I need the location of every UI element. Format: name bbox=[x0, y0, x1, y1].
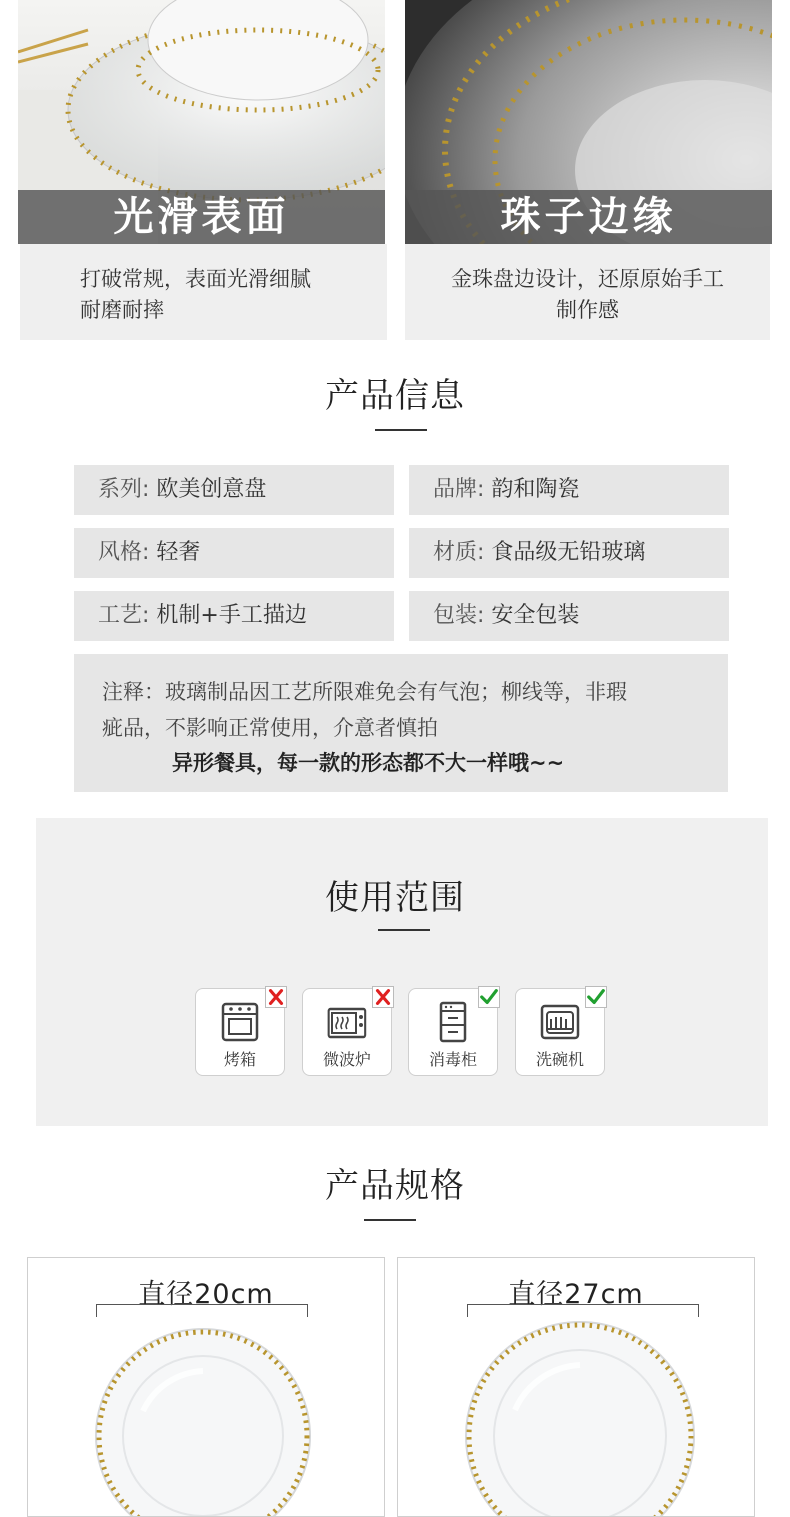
usage-label: 消毒柜 bbox=[428, 1050, 477, 1069]
usage-label: 洗碗机 bbox=[535, 1050, 584, 1069]
cross-icon bbox=[372, 986, 394, 1008]
spec-size-label: 直径27cm bbox=[508, 1279, 644, 1310]
note-line: 注释：玻璃制品因工艺所限难免会有气泡；柳线等，非瑕 bbox=[102, 680, 627, 704]
info-value: 机制+手工描边 bbox=[156, 603, 307, 628]
info-label: 风格: bbox=[98, 540, 150, 565]
info-label: 包装: bbox=[433, 603, 485, 628]
title-underline bbox=[378, 929, 430, 931]
oven-icon bbox=[220, 1001, 260, 1043]
info-material bbox=[409, 528, 729, 578]
specs-title: 产品规格 bbox=[325, 1166, 465, 1206]
spec-size-label: 直径20cm bbox=[138, 1279, 274, 1310]
plate-20cm-image bbox=[88, 1316, 318, 1516]
product-note bbox=[74, 654, 728, 792]
feature-desc-line: 金珠盘边设计，还原原始手工 bbox=[451, 267, 724, 291]
feature-photo-bead-edge bbox=[405, 0, 772, 244]
feature-photo-smooth-surface bbox=[18, 0, 385, 244]
info-label: 材质: bbox=[433, 540, 485, 565]
product-info-title: 产品信息 bbox=[325, 376, 465, 416]
spec-card-27cm bbox=[397, 1257, 755, 1517]
info-craft bbox=[74, 591, 394, 641]
usage-title: 使用范围 bbox=[325, 878, 465, 918]
feature-desc-smooth-surface bbox=[20, 244, 387, 340]
note-emphasis: 异形餐具，每一款的形态都不大一样哦~~ bbox=[172, 751, 565, 775]
feature-desc-bead-edge bbox=[405, 244, 770, 340]
info-value: 欧美创意盘 bbox=[156, 477, 267, 502]
info-label: 品牌: bbox=[433, 477, 485, 502]
check-icon bbox=[585, 986, 607, 1008]
usage-dishwasher bbox=[515, 988, 605, 1076]
spec-card-20cm bbox=[27, 1257, 385, 1517]
feature-title-bead-edge: 珠子边缘 bbox=[405, 190, 772, 244]
info-style bbox=[74, 528, 394, 578]
dishwasher-icon bbox=[540, 1001, 580, 1043]
usage-oven bbox=[195, 988, 285, 1076]
title-underline bbox=[375, 429, 427, 431]
info-series bbox=[74, 465, 394, 515]
check-icon bbox=[478, 986, 500, 1008]
info-value: 轻奢 bbox=[156, 540, 201, 565]
plate-27cm-image bbox=[460, 1310, 700, 1517]
usage-sterilizer bbox=[408, 988, 498, 1076]
info-brand bbox=[409, 465, 729, 515]
info-label: 工艺: bbox=[98, 603, 150, 628]
microwave-icon bbox=[323, 1001, 371, 1043]
info-packaging bbox=[409, 591, 729, 641]
feature-desc-line: 打破常规，表面光滑细腻 bbox=[80, 267, 311, 291]
info-value: 安全包装 bbox=[491, 603, 580, 628]
cross-icon bbox=[265, 986, 287, 1008]
feature-desc-line: 耐磨耐摔 bbox=[80, 298, 164, 322]
feature-desc-line: 制作感 bbox=[556, 298, 619, 322]
note-line: 疵品，不影响正常使用，介意者慎拍 bbox=[102, 716, 438, 740]
usage-microwave bbox=[302, 988, 392, 1076]
usage-label: 微波炉 bbox=[322, 1050, 371, 1069]
info-value: 食品级无铅玻璃 bbox=[491, 540, 646, 565]
title-underline bbox=[364, 1219, 416, 1221]
sterilizer-cabinet-icon bbox=[433, 1001, 473, 1043]
feature-title-smooth-surface: 光滑表面 bbox=[18, 190, 385, 244]
info-label: 系列: bbox=[98, 477, 150, 502]
usage-label: 烤箱 bbox=[223, 1050, 256, 1069]
usage-panel bbox=[36, 818, 768, 1126]
info-value: 韵和陶瓷 bbox=[491, 477, 580, 502]
